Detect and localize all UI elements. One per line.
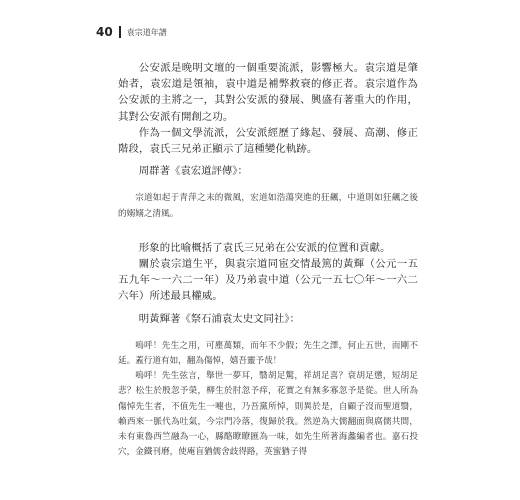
page-number: 40: [96, 25, 113, 39]
citation-heading: 周群著《袁宏道評傳》：: [138, 165, 248, 178]
block-quote: 嗚呼！先生弦言，舉世一夢耳，翳胡足驚，祥胡足喜？衰胡足懲，短胡足悲？松生於殷忽予榮，柳生於肘忽予痒，花實之有無多寡忽予是從。世人所為傷悼先生者，不值先生一嚏也，乃吾黨所悼，則異於是，自顧子沒而聖道翳，賴西來一脈代為吐氣，今宗門冷落，復歸於我。然逆為大儒翻面與腐儒共間，未有東魯西竺融為一心，縣酪瞭瞭匯為一味，如先生所著海蠡編者也。嘉石投穴，金鐵刊磨，使庵盲猶儒舍歧得路，英蜜猶子得: [118, 371, 418, 458]
body-paragraph: 形象的比喻概括了袁氏三兄弟在公安派的位置和貢獻。: [138, 241, 391, 254]
running-title: 袁宗道年譜: [126, 27, 167, 37]
page-header: [96, 25, 167, 39]
body-paragraph: 作為一個文學流派，公安派經歷了緣起、發展、高潮、修正階段，袁氏三兄弟正顯示了這種變化軌跡。: [118, 126, 418, 156]
header-divider: [119, 26, 121, 38]
block-quote: 宗道如起于青萍之末的微風，宏道如浩蕩突進的狂飆，中道則如狂飆之後的嫋嫋之清風。: [118, 193, 418, 219]
citation-heading: 明黃輝著《祭石浦袁太史文同社》：: [138, 312, 300, 325]
body-paragraph: 關於袁宗道生平，與袁宗道同宦交情最篤的黃輝（公元一五五九年～一六二一年）及乃弟袁中道（公元一五七〇年～一六二六年）所述最具權威。: [118, 258, 418, 303]
block-quote: 嗚呼！先生之用，可塵萬類，而年不少假；先生之澤，何止五世，而剛不延。蓋行道有如，翻為傷悼，嬉吾靈予哉！: [118, 340, 418, 367]
body-paragraph: 公安派是晚明文壇的一個重要流派，影響極大。袁宗道是肇始者，袁宏道是領袖，袁中道是補弊救衰的修正者。袁宗道作為公安派的主將之一，其對公安派的發展、興盛有著重大的作用，其對公安派有開創之功。: [118, 62, 418, 123]
page-body: [118, 60, 418, 460]
